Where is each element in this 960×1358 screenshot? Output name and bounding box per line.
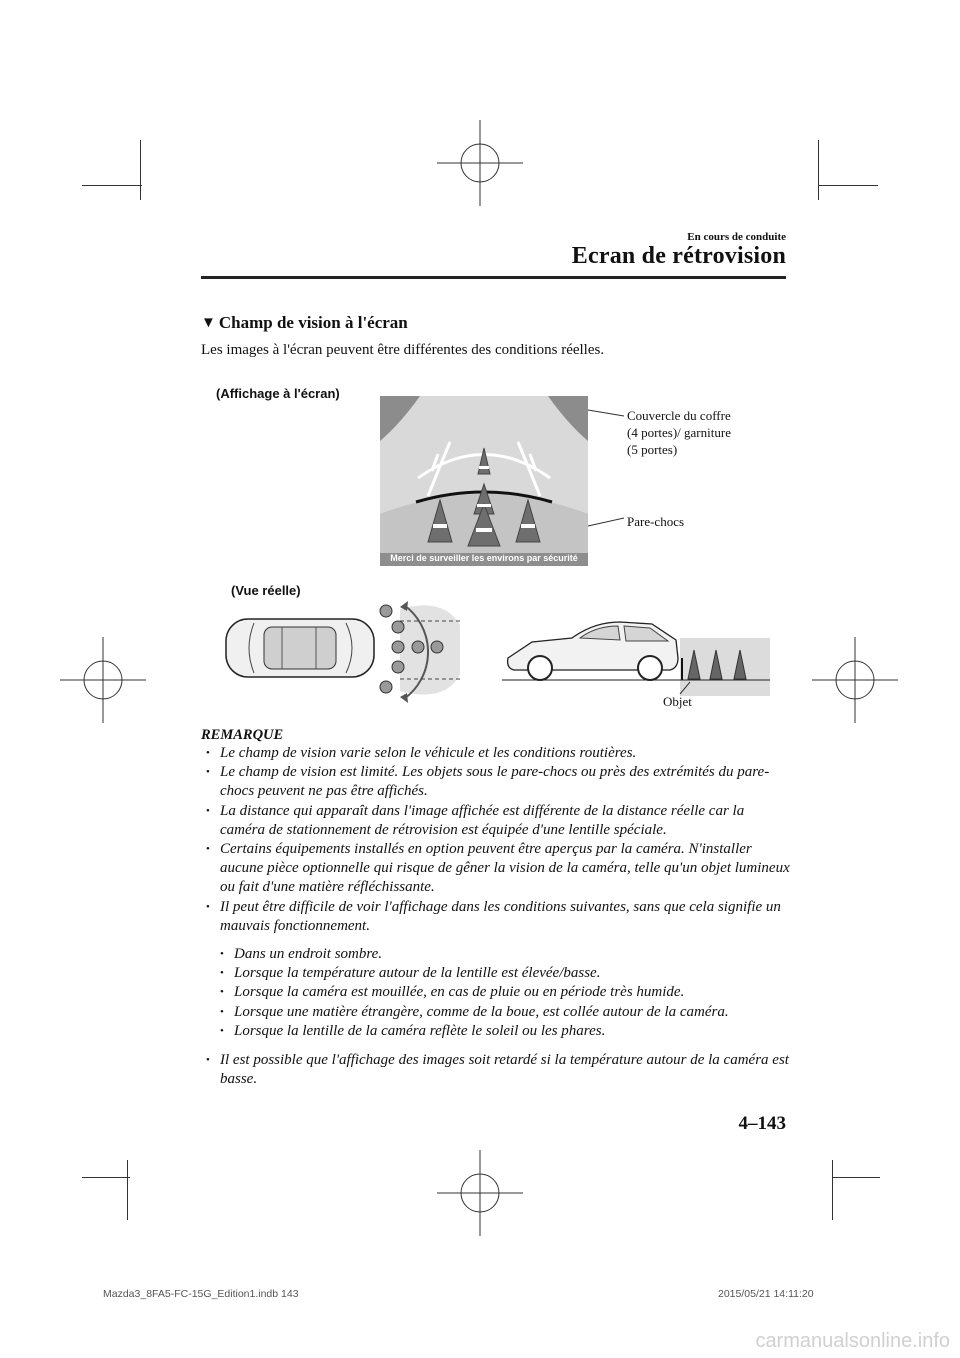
list-item: • Il peut être difficile de voir l'affichage dans les conditions suivantes, sans que cela signifie un mauvais fonctionnement.: [201, 898, 791, 936]
list-item: • La distance qui apparaît dans l'image affichée est différente de la distance réelle car la caméra de stationnement de rétrovision est équipée d'une lentille spéciale.: [201, 802, 791, 840]
screen-view-label: (Affichage à l'écran): [216, 386, 340, 401]
intro-paragraph: Les images à l'écran peuvent être différentes des conditions réelles.: [201, 342, 605, 358]
list-item: • Certains équipements installés en option peuvent être aperçus par la caméra. N'installer aucune pièce optionnelle qui risque de gêner la vision de la caméra, telle qu'un objet lumineux ou fait d'une matière réfléchissante.: [201, 840, 791, 898]
page-number: 4–143: [738, 1113, 786, 1134]
callout-trunk-line: (5 portes): [627, 442, 678, 457]
callout-trunk-line: Couvercle du coffre: [627, 408, 731, 423]
real-view-label: (Vue réelle): [231, 583, 301, 598]
watermark: carmanualsonline.info: [755, 1330, 950, 1352]
list-item: • Le champ de vision varie selon le véhicule et les conditions routières.: [201, 744, 791, 763]
sub-list-item: • Lorsque la température autour de la lentille est élevée/basse.: [215, 964, 791, 983]
side-view-illustration: [502, 612, 770, 708]
footer-timestamp: 2015/05/21 14:11:20: [718, 1288, 814, 1300]
header-divider: [201, 276, 786, 279]
callout-trunk-cover: [627, 407, 731, 458]
sub-list-item: • Lorsque une matière étrangère, comme de la boue, est collée autour de la caméra.: [215, 1003, 791, 1022]
section-title-text: Champ de vision à l'écran: [218, 313, 408, 332]
remark-heading: REMARQUE: [201, 727, 284, 743]
sub-list-item: • Lorsque la lentille de la caméra reflète le soleil ou les phares.: [215, 1022, 791, 1041]
callout-trunk-line: (4 portes)/ garniture: [627, 425, 731, 440]
footer-file: Mazda3_8FA5-FC-15G_Edition1.indb 143: [103, 1288, 299, 1300]
header-section-name: En cours de conduite: [687, 231, 786, 243]
sub-list-item: • Lorsque la caméra est mouillée, en cas de pluie ou en période très humide.: [215, 983, 791, 1002]
page-title: Ecran de rétrovision: [571, 243, 786, 269]
list-item: • Il est possible que l'affichage des images soit retardé si la température autour de la caméra est basse.: [201, 1051, 791, 1089]
triangle-down-icon: ▼: [201, 314, 216, 331]
sub-list-item: • Dans un endroit sombre.: [215, 945, 791, 964]
remark-notes: [201, 744, 791, 1089]
screen-banner: Merci de surveiller les environs par sécurité: [390, 553, 578, 563]
top-view-illustration: [224, 595, 474, 707]
section-title: [201, 313, 408, 333]
callout-bumper: Pare-chocs: [627, 514, 685, 529]
list-item: • Le champ de vision est limité. Les objets sous le pare-chocs ou près des extrémités du pare-chocs peuvent ne pas être affichés.: [201, 763, 791, 801]
callout-object: Objet: [663, 694, 692, 709]
